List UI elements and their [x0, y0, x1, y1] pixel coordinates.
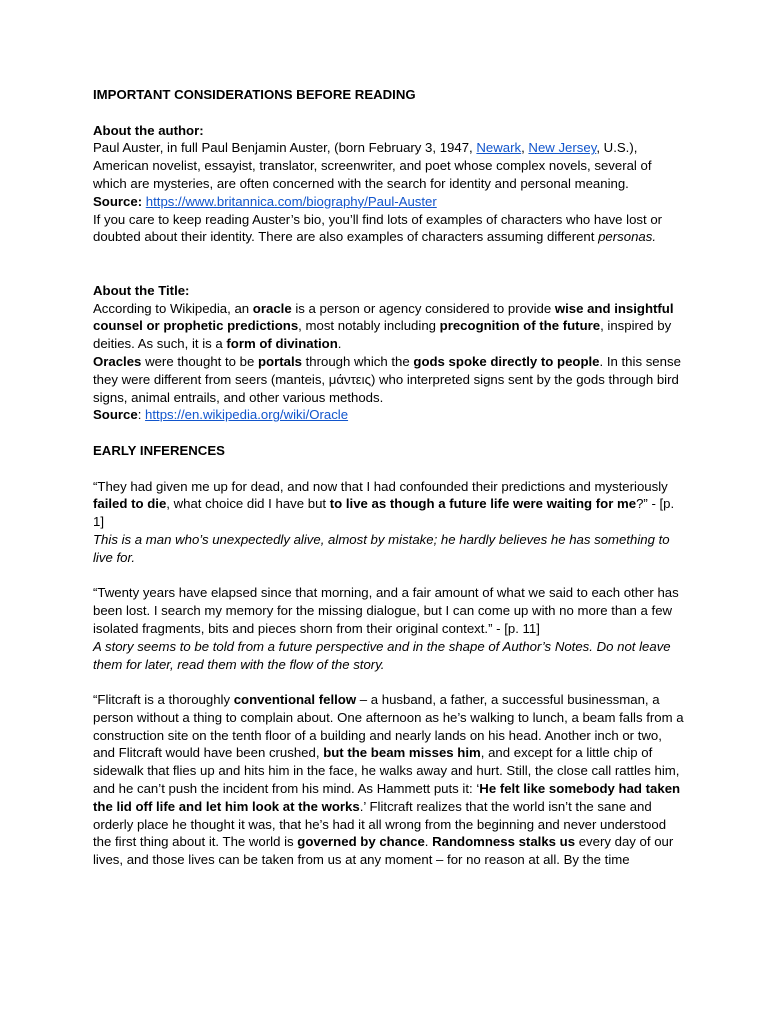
- quote-3-text-1: “Flitcraft is a thoroughly: [93, 692, 234, 708]
- title-source: [93, 406, 684, 424]
- about-author-label: [93, 122, 684, 140]
- author-source: [93, 193, 684, 211]
- quote-3-bold-4: governed by chance: [297, 834, 425, 850]
- document-body: [93, 86, 684, 869]
- about-title-label-text: About the Title:: [93, 282, 190, 298]
- title-text-2: is a person or agency considered to provide: [291, 300, 555, 316]
- early-inferences-heading: [93, 442, 684, 460]
- portals-bold: portals: [257, 353, 302, 369]
- title-text-5: .: [337, 336, 342, 352]
- quote-1-text-2: , what choice did I have but: [166, 496, 330, 512]
- early-inferences-heading-text: EARLY INFERENCES: [93, 442, 225, 458]
- newark-link[interactable]: Newark: [476, 140, 522, 156]
- oracles-bold: Oracles: [93, 353, 142, 369]
- quote-3: [93, 691, 684, 869]
- quote-2: “Twenty years have elapsed since that morning, and a fair amount of what we said to each other has been lost. I search my memory for the missing dialogue, but I can come up with no more than a few isolated fragments, bits and pieces shorn from their original context.” - [p. 11]: [93, 585, 679, 636]
- oracles-text-3: . In this sense they were different from seers (manteis, μάντεις) who interpreted signs sent by the gods through bird signs, animal entrails, and other various methods.: [93, 353, 681, 405]
- oracles-text-1: were thought to be: [141, 353, 258, 369]
- about-author-label-text: About the author:: [93, 122, 204, 138]
- title-text-3: , most notably including: [298, 318, 440, 334]
- author-bio-note: [93, 211, 684, 247]
- quote-1-text-3: ?” - [p. 1]: [93, 496, 675, 530]
- quote-1-text-1: “They had given me up for dead, and now that I had confounded their predictions and mysteriously: [93, 478, 668, 494]
- title-bold-precognition: precognition of the future: [439, 318, 601, 334]
- author-bio-text: If you care to keep reading Auster’s bio, you’ll find lots of examples of characters who have lost or doubted about their identity. There are also examples of characters assuming different: [93, 211, 663, 245]
- quote-3-bold-2: but the beam misses him: [323, 745, 481, 761]
- author-paragraph: [93, 139, 684, 192]
- quote-3-bold-5: Randomness stalks us: [432, 834, 576, 850]
- title-bold-oracle: oracle: [252, 300, 292, 316]
- quote-1-comment: [93, 531, 684, 567]
- quote-1-comment-text: This is a man who’s unexpectedly alive, almost by mistake; he hardly believes he has something to live for.: [93, 531, 670, 565]
- gods-bold: gods spoke directly to people: [413, 353, 600, 369]
- title-source-sep: :: [137, 407, 146, 423]
- author-bio-italic: personas.: [598, 229, 656, 245]
- quote-2-comment: [93, 638, 684, 674]
- author-text-3: , U.S.), American novelist, essayist, translator, screenwriter, and poet whose complex novels, several of which are mysteries, are often concerned with the search for identity and personal meaning.: [93, 140, 652, 191]
- author-text-2: ,: [521, 140, 529, 156]
- quote-3-bold-3: He felt like somebody had taken the lid off life and let him look at the works: [93, 781, 681, 814]
- oracles-text-2: through which the: [301, 353, 414, 369]
- britannica-link[interactable]: https://www.britannica.com/biography/Paul-Auster: [145, 193, 437, 209]
- title-bold-divination: form of divination: [226, 336, 338, 352]
- title-source-label: Source: [93, 407, 138, 423]
- wikipedia-link[interactable]: https://en.wikipedia.org/wiki/Oracle: [145, 407, 349, 423]
- quote-3-text-6: every day of our lives, and those lives can be taken from us at any moment – for no reason at all. By the time: [93, 834, 674, 868]
- title-bold-wise: wise and insightful counsel or prophetic predictions: [93, 300, 674, 334]
- quote-1: [93, 478, 684, 531]
- quote-1-bold-2: to live as though a future life were waiting for me: [329, 496, 637, 512]
- title-text-1: According to Wikipedia, an: [93, 300, 253, 316]
- title-paragraph: [93, 300, 684, 353]
- quote-3-text-4: .’ Flitcraft realizes that the world isn’t the sane and orderly place he thought it was, that he’s had it all wrong from the beginning and never understood the first thing about it. The world is: [93, 798, 667, 850]
- oracles-paragraph: [93, 353, 684, 406]
- new-jersey-link[interactable]: New Jersey: [528, 140, 597, 156]
- quote-3-text-2: – a husband, a father, a successful businessman, a person without a thing to complain about. One afternoon as he’s walking to lunch, a beam falls from a construction site on the tenth floor of a building and nearly lands on his head. Another inch or two, and Flitcraft would have been crushed,: [93, 692, 684, 761]
- document-heading: [93, 86, 684, 104]
- quote-2-comment-text: A story seems to be told from a future perspective and in the shape of Author’s Notes. Do not leave them for later, read them with the flow of the story.: [93, 638, 671, 672]
- quote-3-text-5: .: [424, 834, 433, 850]
- author-text-1: Paul Auster, in full Paul Benjamin Auster, (born February 3, 1947,: [93, 140, 477, 156]
- quote-1-bold-1: failed to die: [93, 496, 167, 512]
- quote-3-bold-1: conventional fellow: [233, 692, 357, 708]
- author-source-label: Source:: [93, 193, 143, 209]
- heading-text: IMPORTANT CONSIDERATIONS BEFORE READING: [93, 87, 416, 102]
- title-text-4: , inspired by deities. As such, it is a: [93, 318, 672, 352]
- quote-3-text-3: , and except for a little chip of sidewalk that flies up and hits him in the face, he walks away and hurt. Still, the close call rattles him, and he can’t push the incident from his mind. As Hammett puts it: ‘: [93, 745, 680, 797]
- about-title-label: [93, 282, 684, 300]
